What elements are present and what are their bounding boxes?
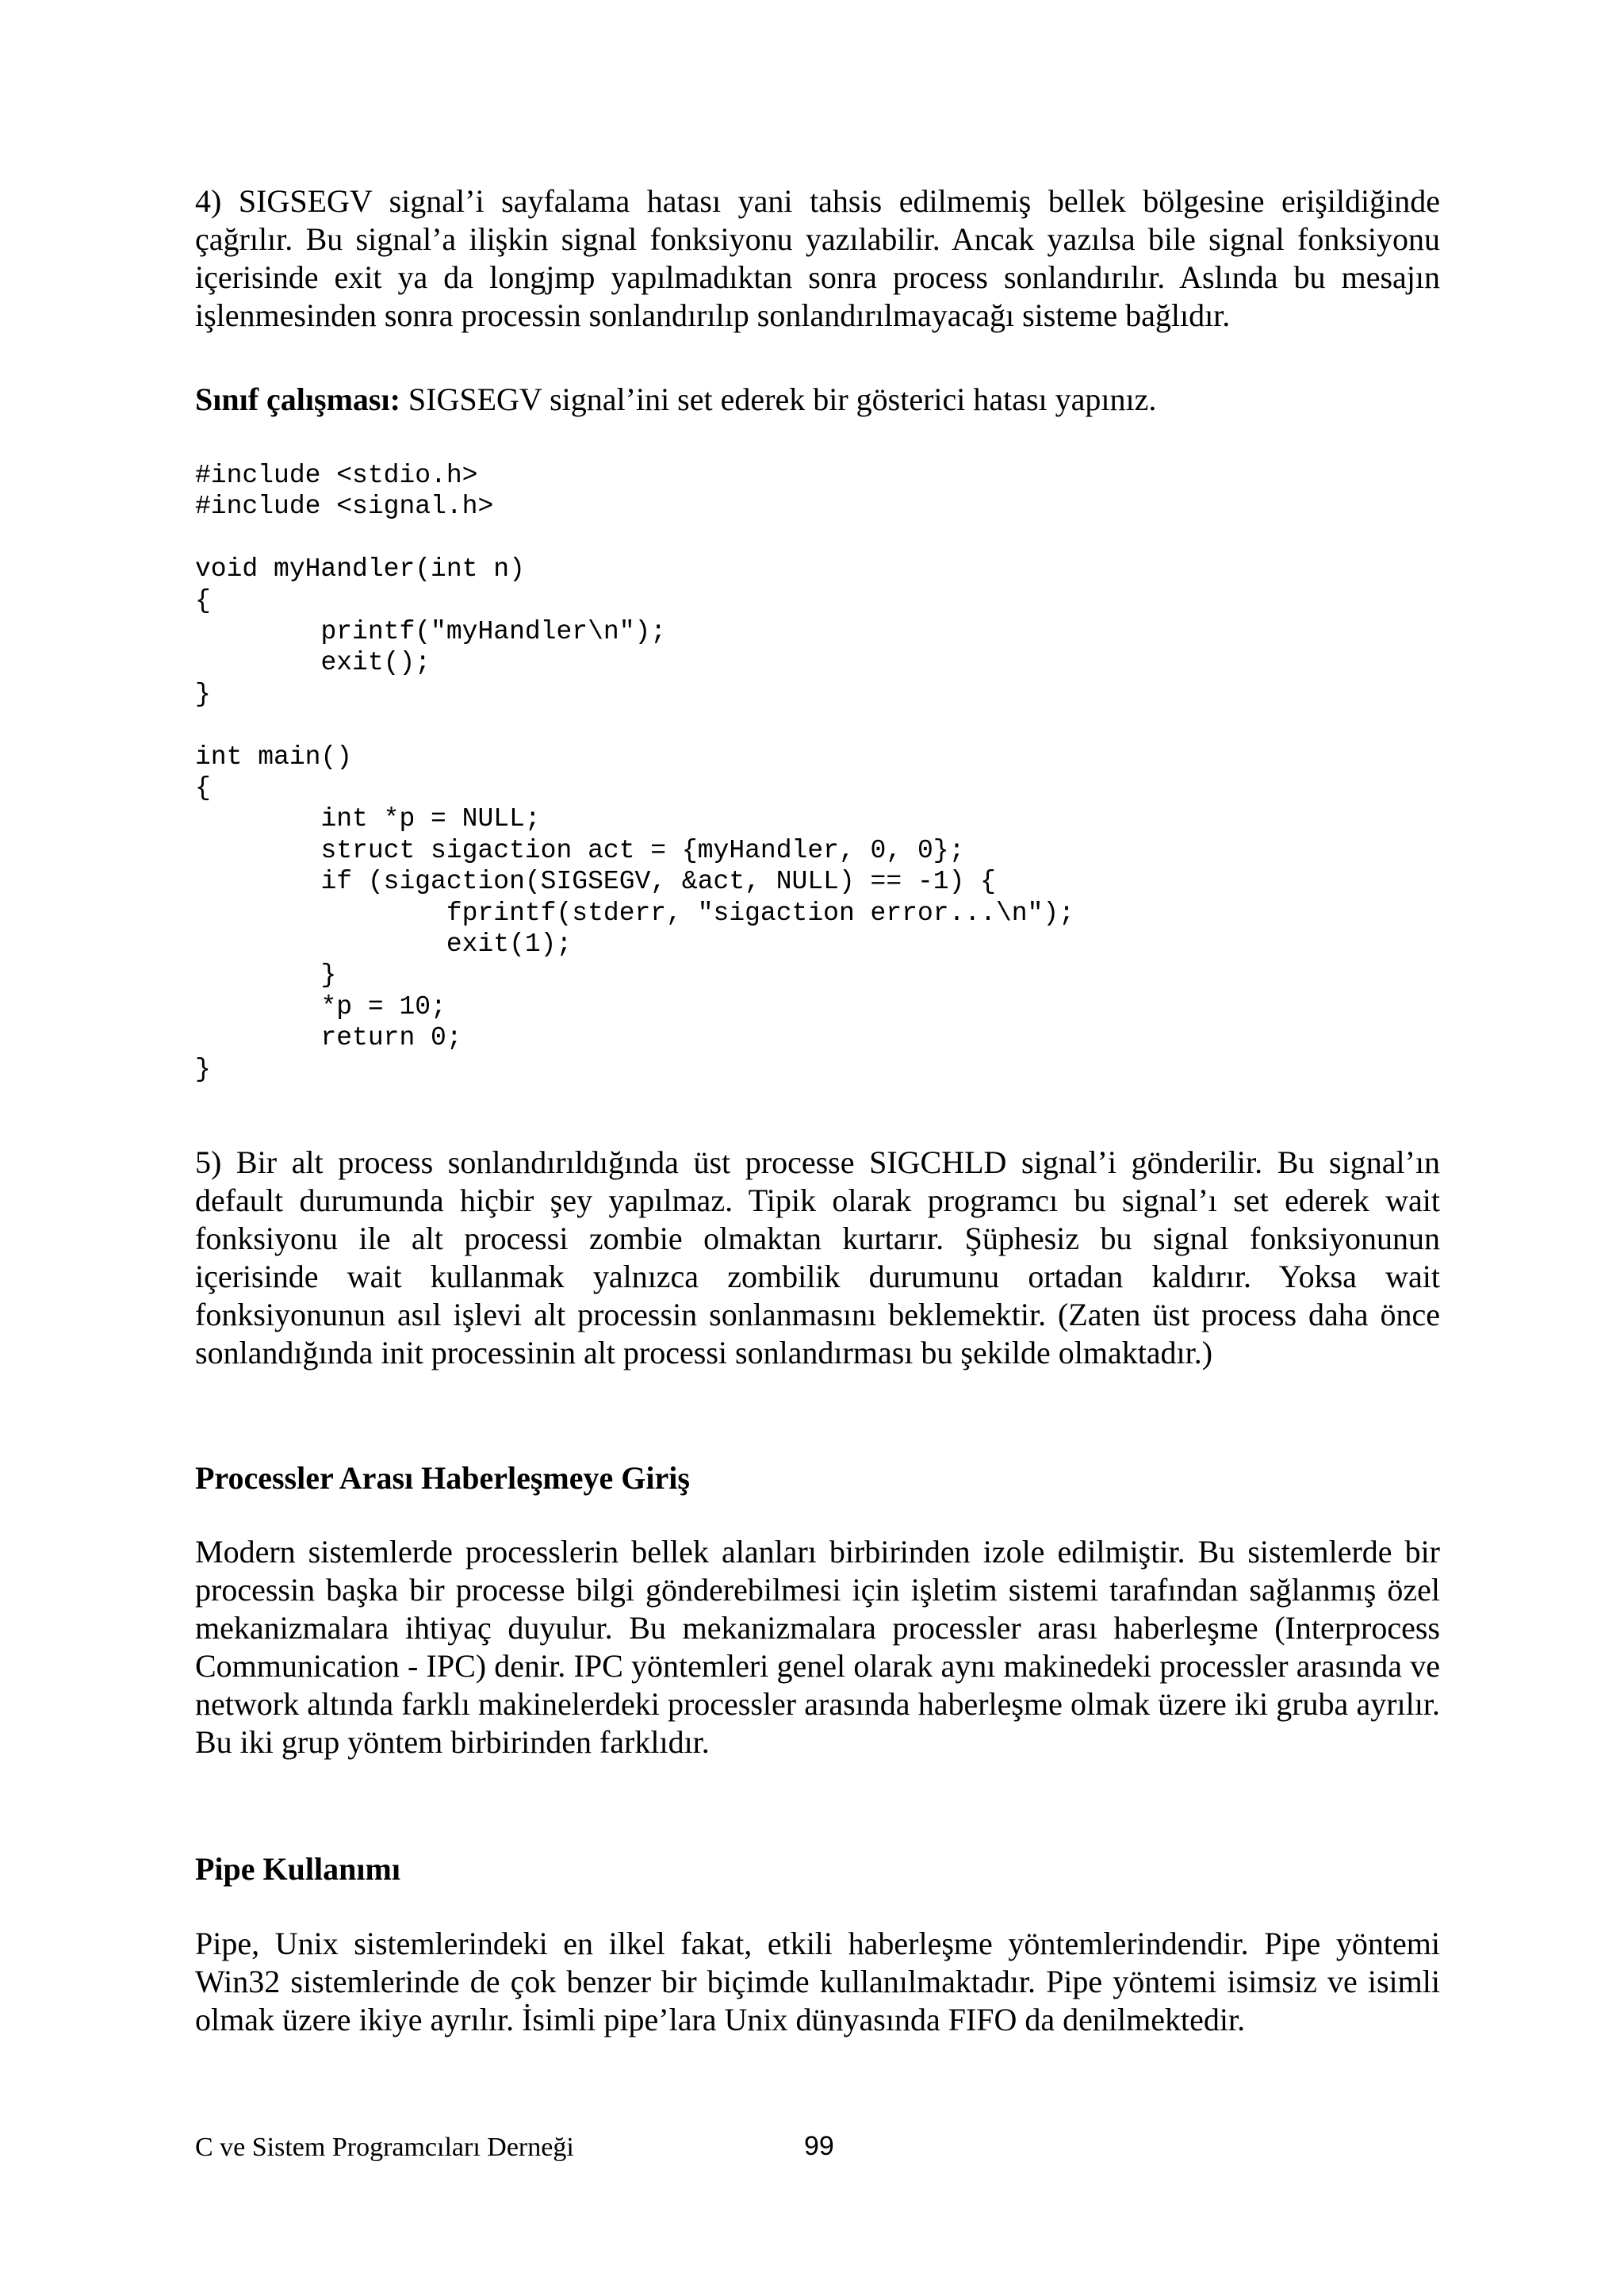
- code-line: void myHandler(int n): [195, 554, 525, 585]
- code-line: int main(): [195, 742, 353, 772]
- code-line: printf("myHandler\n");: [195, 617, 667, 647]
- code-line: {: [195, 773, 211, 803]
- section-heading-ipc: Processler Arası Haberleşmeye Giriş: [195, 1460, 690, 1496]
- code-line: fprintf(stderr, "sigaction error...\n");: [195, 898, 1074, 928]
- code-line: *p = 10;: [195, 991, 446, 1022]
- code-line: exit();: [195, 648, 431, 678]
- paragraph-ipc: Modern sistemlerde processlerin bellek alanları birbirinden izole edilmiştir. Bu sistemlerde bir processin başka bir processe bilgi gönderebilmesi için işletim sistemi tarafından sağlanmış özel mekanizmalara ihtiyaç duyulur. Bu mekanizmalara processler arası haberleşme (Interprocess Communication - IPC) denir. IPC yöntemleri genel olarak aynı makinedeki processler arasında ve network altında farklı makinelerdeki processler arasında haberleşme olmak üzere iki gruba ayrılır. Bu iki grup yöntem birbirinden farklıdır.: [195, 1534, 1440, 1760]
- code-line: {: [195, 585, 211, 615]
- code-line: exit(1);: [195, 930, 573, 960]
- code-line: return 0;: [195, 1023, 462, 1053]
- exercise-label: Sınıf çalışması:: [195, 381, 400, 417]
- paragraph-sigchld: 5) Bir alt process sonlandırıldığında üst processe SIGCHLD signal’i gönderilir. Bu signal’ın default durumunda hiçbir şey yapılmaz. Tipik olarak programcı bu signal’ı set ederek wait fonksiyonu ile alt processi zombie olmaktan kurtarır. Şüphesiz bu signal fonksiyonunun içerisinde wait kullanmak yalnızca zombilik durumunu ortadan kaldırır. Yoksa wait fonksiyonunun asıl işlevi alt processin sonlanmasını beklemektir. (Zaten üst process daha önce sonlandığında init processinin alt processi sonlandırması bu şekilde olmaktadır.): [195, 1144, 1440, 1370]
- code-line: }: [195, 679, 211, 709]
- paragraph-pipe: Pipe, Unix sistemlerindeki en ilkel fakat, etkili haberleşme yöntemlerindendir. Pipe yöntemi Win32 sistemlerinde de çok benzer bir biçimde kullanılmaktadır. Pipe yöntemi isimsiz ve isimli olmak üzere ikiye ayrılır. İsimli pipe’lara Unix dünyasında FIFO da denilmektedir.: [195, 1926, 1440, 2037]
- page-number: 99: [804, 2131, 834, 2161]
- section-heading-pipe: Pipe Kullanımı: [195, 1851, 400, 1887]
- code-line: }: [195, 960, 337, 991]
- code-line: #include <stdio.h>: [195, 461, 478, 490]
- footer-organization: C ve Sistem Programcıları Derneği: [195, 2133, 574, 2162]
- code-block: [195, 460, 1440, 1085]
- code-line: #include <signal.h>: [195, 492, 494, 522]
- code-line: }: [195, 1054, 211, 1084]
- code-line: struct sigaction act = {myHandler, 0, 0};: [195, 835, 965, 865]
- paragraph-sigsegv: 4) SIGSEGV signal’i sayfalama hatası yani tahsis edilmemiş bellek bölgesine erişildiğinde çağrılır. Bu signal’a ilişkin signal fonksiyonu yazılabilir. Ancak yazılsa bile signal fonksiyonu içerisinde exit ya da longjmp yapılmadıktan sonra process sonlandırılır. Aslında bu mesajın işlenmesinden sonra processin sonlandırılıp sonlandırılmayacağı sisteme bağlıdır.: [195, 183, 1440, 333]
- code-line: [195, 523, 1440, 554]
- code-line: int *p = NULL;: [195, 804, 541, 834]
- exercise-paragraph: [195, 381, 1440, 419]
- code-line: if (sigaction(SIGSEGV, &act, NULL) == -1) {: [195, 867, 996, 897]
- code-line: [195, 710, 1440, 741]
- exercise-text: SIGSEGV signal’ini set ederek bir gösterici hatası yapınız.: [400, 381, 1157, 417]
